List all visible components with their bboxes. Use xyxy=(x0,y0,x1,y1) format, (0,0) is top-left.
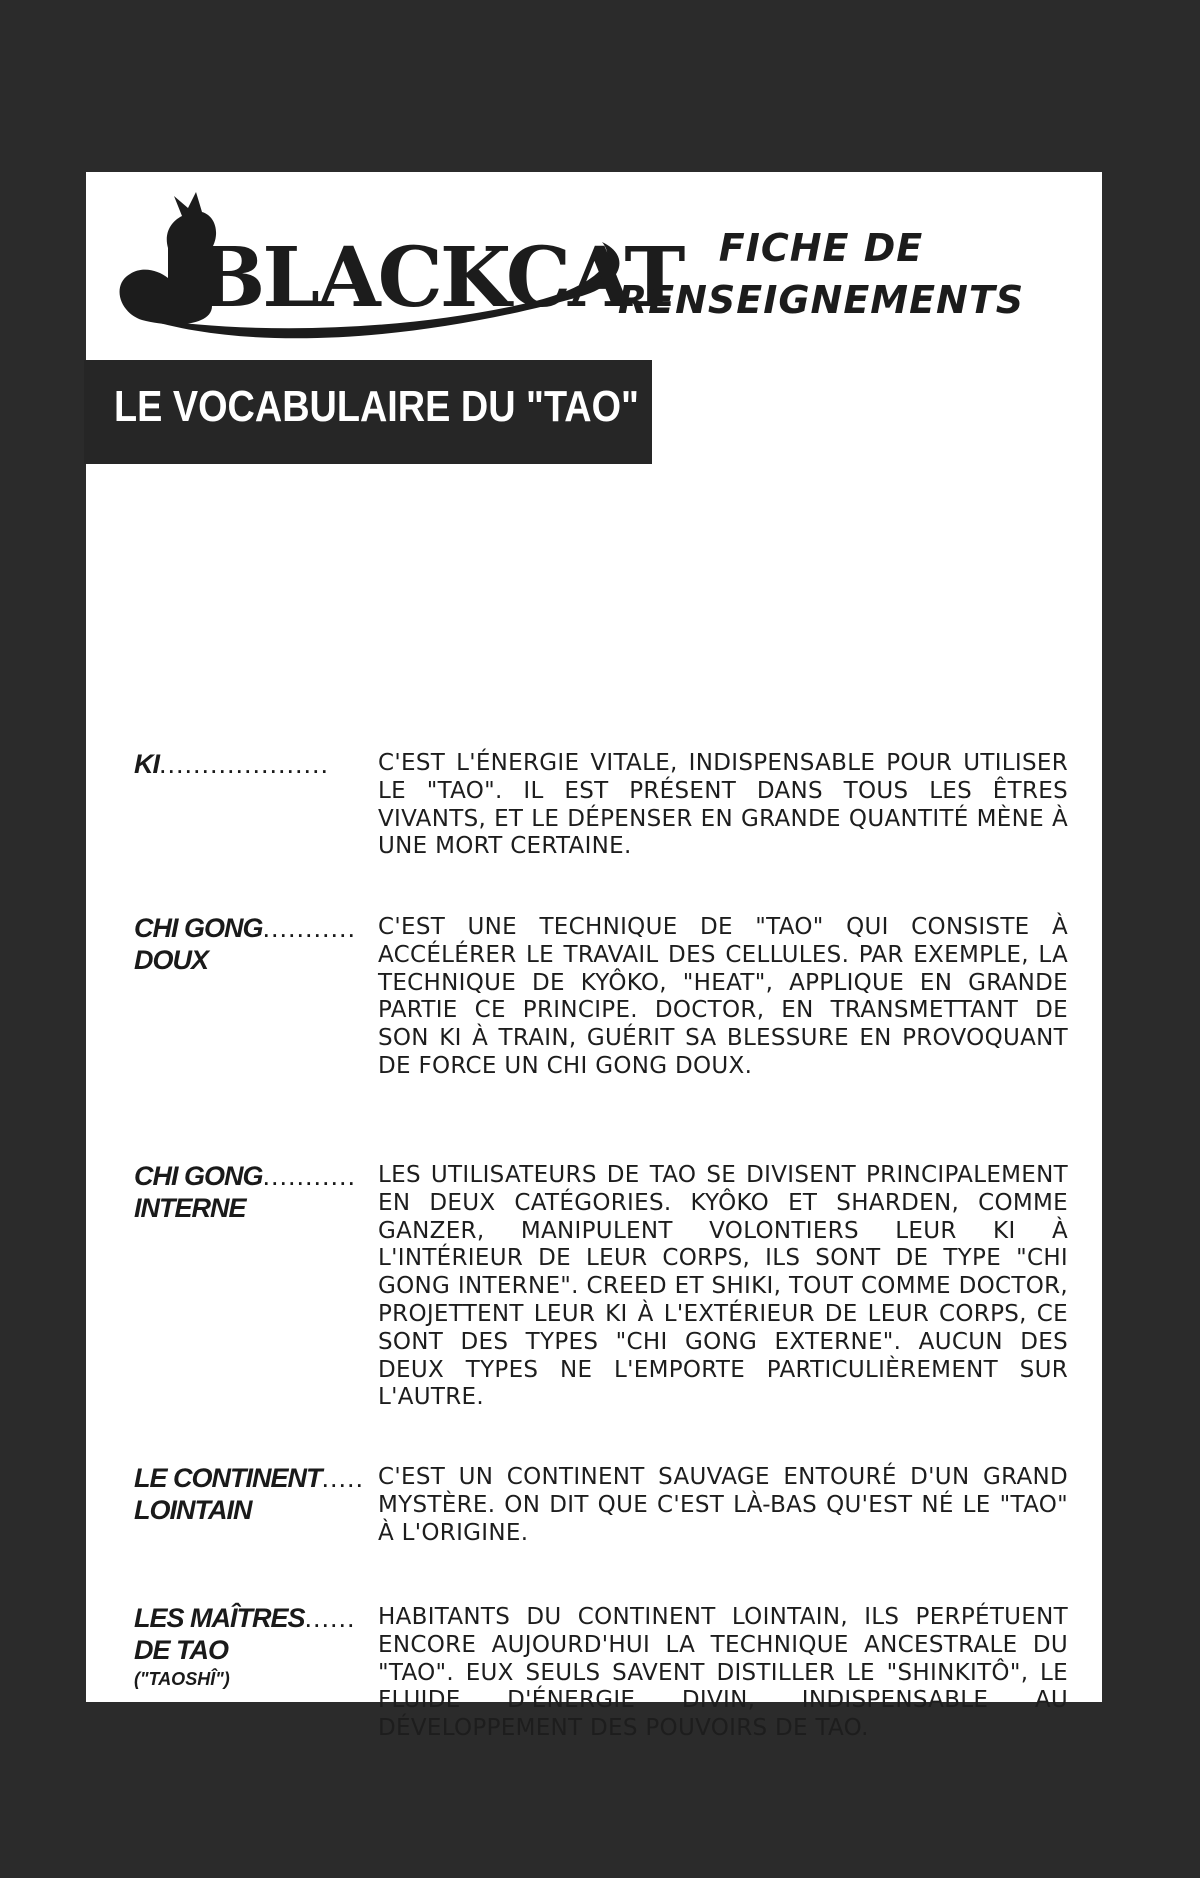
term-subtitle: ("TAOSHÎ") xyxy=(134,1669,230,1689)
fiche-line-2: RENSEIGNEMENTS xyxy=(617,278,1025,322)
entry-term xyxy=(134,748,370,780)
info-page xyxy=(86,172,1102,1742)
term-dots: ..... xyxy=(321,1463,365,1493)
section-title-bar xyxy=(84,360,652,464)
term-line-1: LE CONTINENT xyxy=(134,1463,322,1493)
term-line-1: CHI GONG xyxy=(134,913,263,943)
entry-definition: HABITANTS DU CONTINENT LOINTAIN, ILS PERPÉTUENT ENCORE AUJOURD'HUI LA TECHNIQUE ANCESTRALE DU "TAO". EUX SEULS SAVENT DISTILLER LE "SHINKITÔ", LE FLUIDE D'ÉNERGIE DIVIN, INDISPENSABLE AU DÉVELOPPEMENT DES POUVOIRS DE TAO. xyxy=(378,1604,1068,1742)
term-line-1: LES MAÎTRES xyxy=(134,1603,305,1633)
entry-term xyxy=(134,912,370,976)
section-title: LE VOCABULAIRE DU "TAO" xyxy=(114,382,640,431)
term-line-1: KI xyxy=(134,749,159,779)
term-line-2: DOUX xyxy=(134,945,209,975)
fiche-line-1: FICHE DE xyxy=(718,226,924,270)
entry-definition: C'EST L'ÉNERGIE VITALE, INDISPENSABLE POUR UTILISER LE "TAO". IL EST PRÉSENT DANS TOUS LES ÊTRES VIVANTS, ET LE DÉPENSER EN GRANDE QUANTITÉ MÈNE À UNE MORT CERTAINE. xyxy=(378,750,1068,860)
term-dots: .................... xyxy=(159,749,330,779)
term-dots: ........... xyxy=(262,1161,357,1191)
term-line-2: DE TAO xyxy=(134,1635,228,1665)
logo-block xyxy=(86,172,683,360)
term-line-2: LOINTAIN xyxy=(134,1495,252,1525)
term-dots: ...... xyxy=(304,1603,356,1633)
fiche-heading xyxy=(606,222,1036,326)
term-dots: ........... xyxy=(262,913,357,943)
entry-definition: C'EST UN CONTINENT SAUVAGE ENTOURÉ D'UN GRAND MYSTÈRE. ON DIT QUE C'EST LÀ-BAS QU'EST NÉ LE "TAO" À L'ORIGINE. xyxy=(378,1464,1068,1546)
entry-definition: LES UTILISATEURS DE TAO SE DIVISENT PRINCIPALEMENT EN DEUX CATÉGORIES. KYÔKO ET SHARDEN, COMME GANZER, MANIPULENT VOLONTIERS LEUR KI À L'INTÉRIEUR DE LEUR CORPS, ILS SONT DE TYPE "CHI GONG INTERNE". CREED ET SHIKI, TOUT COMME DOCTOR, PROJETTENT LEUR KI À L'EXTÉRIEUR DE LEUR CORPS, CE SONT DES TYPES "CHI GONG EXTERNE". AUCUN DES DEUX TYPES NE L'EMPORTE PARTICULIÈREMENT SUR L'AUTRE. xyxy=(378,1162,1068,1411)
entry-term xyxy=(134,1462,370,1526)
entry-term xyxy=(134,1602,370,1692)
logo-text: BLACKCAT xyxy=(196,230,683,326)
entry-definition: C'EST UNE TECHNIQUE DE "TAO" QUI CONSISTE À ACCÉLÉRER LE TRAVAIL DES CELLULES. PAR EXEMPLE, LA TECHNIQUE DE KYÔKO, "HEAT", APPLIQUE EN GRANDE PARTIE CE PRINCIPE. DOCTOR, EN TRANSMETTANT DE SON KI À TRAIN, GUÉRIT SA BLESSURE EN PROVOQUANT DE FORCE UN CHI GONG DOUX. xyxy=(378,914,1068,1079)
term-line-2: INTERNE xyxy=(134,1193,246,1223)
black-cat-logo xyxy=(112,186,683,346)
term-line-1: CHI GONG xyxy=(134,1161,263,1191)
entry-term xyxy=(134,1160,370,1224)
